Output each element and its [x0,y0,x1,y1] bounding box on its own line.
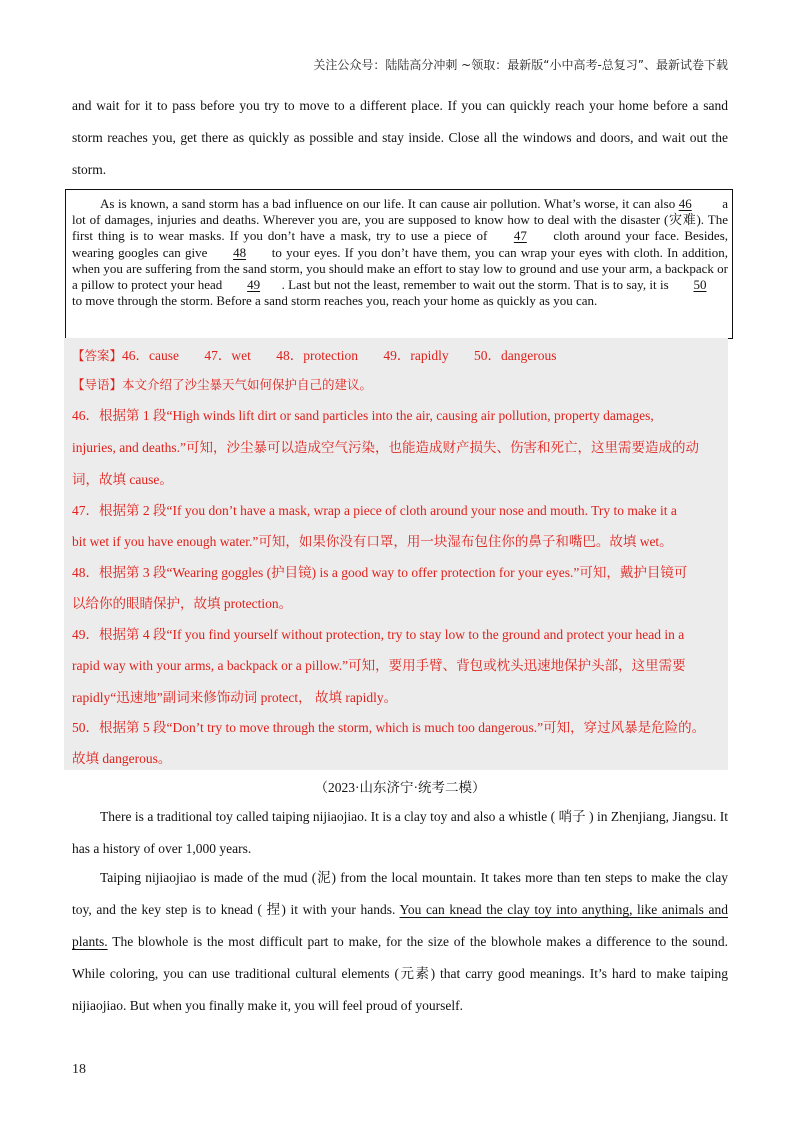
answer-label: 【答案】 [72,348,123,363]
explanation-47-line-2: bit wet if you have enough water.”可知，如果你没有口罩，用一块湿布包住你的鼻子和嘴巴。故填 wet。 [72,534,673,549]
blank-46: 46 [678,196,692,211]
passage-p2-end: The blowhole is the most difficult part to make, for the size of the blowhole makes a difference to the sound. While coloring, you can use traditional cultural elements (元素) that carry good meanings. It’s hard to make taiping nijiaojiao. But when you finally make it, you will feel proud of yourself. [72,934,728,1013]
answer-46: 46．cause [122,348,179,363]
underlined-sentence: You can knead the clay toy into anything, like animals and plants. [72,902,728,949]
summary-sentence-4: to your eyes. If you don’t have them, you can wrap your eyes with cloth. In addition, when you are suffering from the sand storm, you should make an effort to stay low to ground and use your arm, a backpack or a pillow to protect your head [72,244,729,293]
summary-sentence-5: . Last but not the least, remember to wait out the storm. That is to say, it is [281,277,669,293]
explanation-49-line-1: 49．根据第 4 段“If you find yourself without protection, try to stay low to the ground and protect your head in a [72,627,685,642]
explanation-49-line-2: rapid way with your arms, a backpack or a pillow.”可知，要用手臂、背包或枕头迅速地保护头部，这里需要 [72,658,686,673]
blank-50: 50 [693,277,707,293]
answer-49: 49．rapidly [383,348,449,363]
summary-sentence-3: cloth around your face. Besides, wearing googles can give [72,228,729,260]
summary-sentence-2: a lot of damages, injuries and deaths. Wherever you are, you are supposed to know how to deal with the disaster (灾难). The first thing is to wear masks. If you don’t have a mask, try to use a piece of [72,196,729,244]
explanation-47-line-1: 47．根据第 2 段“If you don’t have a mask, wrap a piece of cloth around your nose and mouth. Try to make it a [72,503,677,518]
page-header: 关注公众号：陆陆高分冲刺 ~领取：最新版“小中高考-总复习”、最新试卷下载 [313,58,728,72]
explanation-49-line-3: rapidly“迅速地”副词来修饰动词 protect， 故填 rapidly。 [72,690,398,705]
source-label: （2023·山东济宁·统考二模） [314,780,486,795]
summary-sentence-6: to move through the storm. Before a sand storm reaches you, reach your home as quickly as you can. [72,293,598,309]
passage-paragraph-2 [72,862,728,1022]
answer-47: 47．wet [204,348,251,363]
summary-sentence-1: As is known, a sand storm has a bad influence on our life. It can cause air pollution. What’s worse, it can also [100,196,676,211]
explanation-50-line-1: 50．根据第 5 段“Don’t try to move through the storm, which is much too dangerous.”可知，穿过风暴是危险的。 [72,720,706,735]
explanation-50-line-2: 故填 dangerous。 [72,751,172,766]
summary-text [72,196,728,309]
answer-50: 50．dangerous [473,348,557,363]
explanation-46-line-2: injuries, and deaths.”可知，沙尘暴可以造成空气污染，也能造成财产损失、伤害和死亡，这里需要造成的动 [72,440,699,455]
continued-paragraph: and wait for it to pass before you try to move to a different place. If you can quickly reach your home before a sand storm reaches you, get there as quickly as possible and stay inside. Close all the windows and doors, and wait out the storm. [72,98,728,177]
explanation-46-line-1: 46．根据第 1 段“High winds lift dirt or sand particles into the air, causing air pollution, property damages, [72,408,654,423]
blank-49: 49 [247,277,261,293]
blank-47: 47 [513,228,527,244]
answer-key [72,344,728,364]
passage-p2-start: Taiping nijiaojiao is made of the mud (泥) from the local mountain. It takes more than ten steps to make the clay toy, and the key step is to knead ( 捏) it with your hands. [72,870,728,917]
blank-48: 48 [233,244,247,260]
explanation-48-line-2: 以给你的眼睛保护，故填 protection。 [72,596,293,611]
answer-48: 48．protection [276,348,358,363]
explanation-46-line-3: 词，故填 cause。 [72,472,173,487]
page-number: 18 [72,1062,86,1077]
explanation-48-line-1: 48．根据第 3 段“Wearing goggles (护目镜) is a good way to offer protection for your eyes.”可知，戴护目镜可 [72,565,688,580]
passage-paragraph-1: There is a traditional toy called taiping nijiaojiao. It is a clay toy and also a whistle ( 哨子 ) in Zhenjiang, Jiangsu. It has a history of over 1,000 years. [72,809,728,856]
guide-text: 【导语】本文介绍了沙尘暴天气如何保护自己的建议。 [72,377,373,392]
